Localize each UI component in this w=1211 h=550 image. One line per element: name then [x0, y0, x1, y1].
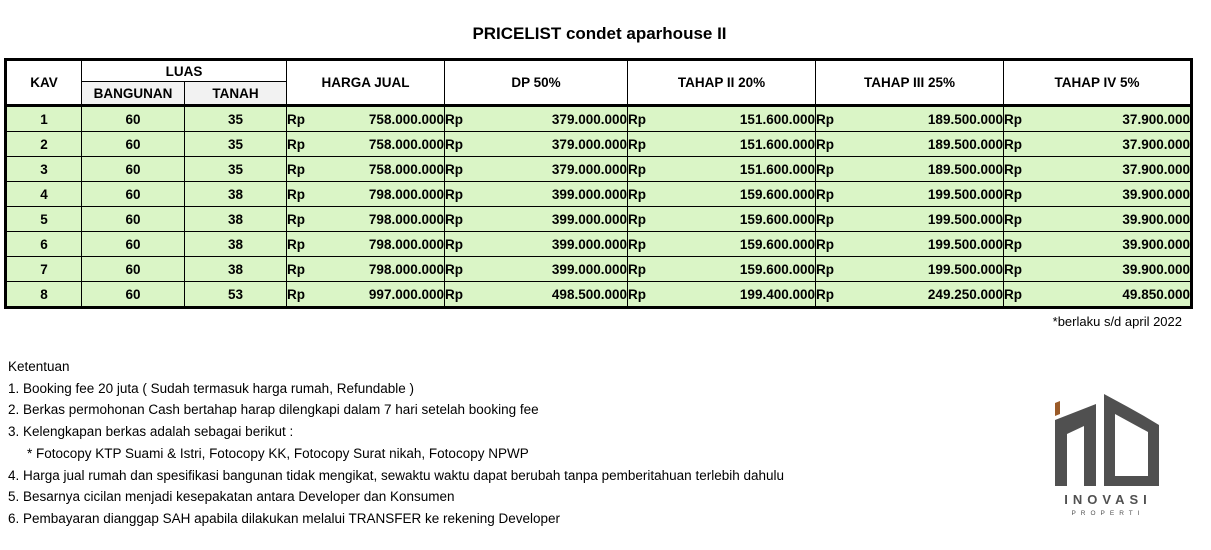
cell-bangunan: 60 — [82, 106, 185, 132]
currency-label: Rp — [816, 236, 834, 252]
amount-value: 199.500.000 — [927, 186, 1003, 202]
amount-value: 37.900.000 — [1122, 136, 1190, 152]
logo-accent-shape — [1055, 401, 1060, 416]
cell-harga — [287, 132, 445, 157]
cell-t2 — [628, 282, 816, 308]
cell-t4 — [1004, 207, 1192, 232]
amount-value: 159.600.000 — [739, 211, 815, 227]
currency-label: Rp — [287, 136, 305, 152]
amount-value: 49.850.000 — [1122, 286, 1190, 302]
cell-t2 — [628, 232, 816, 257]
terms-heading: Ketentuan — [8, 359, 70, 374]
amount-value: 399.000.000 — [551, 261, 627, 277]
currency-label: Rp — [287, 111, 305, 127]
cell-kav: 7 — [6, 257, 82, 282]
currency-label: Rp — [816, 186, 834, 202]
amount-value: 159.600.000 — [739, 186, 815, 202]
table-row — [6, 207, 1192, 232]
header-tahap-2: TAHAP II 20% — [628, 60, 816, 106]
currency-label: Rp — [628, 136, 646, 152]
currency-label: Rp — [1004, 161, 1022, 177]
cell-dp — [445, 182, 628, 207]
terms-item: 5. Besarnya cicilan menjadi kesepakatan antara Developer dan Konsumen — [8, 489, 455, 505]
header-tahap-3: TAHAP III 25% — [816, 60, 1004, 106]
cell-t4 — [1004, 182, 1192, 207]
table-row — [6, 182, 1192, 207]
terms-item: 4. Harga jual rumah dan spesifikasi bangunan tidak mengikat, sewaktu waktu dapat berubah tanpa pemberitahuan terlebih dahulu — [8, 467, 785, 483]
currency-label: Rp — [445, 261, 463, 277]
cell-bangunan: 60 — [82, 257, 185, 282]
currency-label: Rp — [816, 261, 834, 277]
amount-value: 199.500.000 — [927, 261, 1003, 277]
cell-dp — [445, 132, 628, 157]
cell-t4 — [1004, 106, 1192, 132]
amount-value: 379.000.000 — [551, 136, 627, 152]
cell-kav: 6 — [6, 232, 82, 257]
logo-d-shape — [1104, 394, 1159, 486]
cell-t3 — [816, 207, 1004, 232]
currency-label: Rp — [1004, 186, 1022, 202]
currency-label: Rp — [816, 161, 834, 177]
amount-value: 399.000.000 — [551, 236, 627, 252]
currency-label: Rp — [445, 186, 463, 202]
cell-kav: 1 — [6, 106, 82, 132]
amount-value: 399.000.000 — [551, 186, 627, 202]
cell-t3 — [816, 157, 1004, 182]
currency-label: Rp — [287, 161, 305, 177]
cell-dp — [445, 106, 628, 132]
table-row — [6, 232, 1192, 257]
logo-tagline: PROPERTI — [1071, 510, 1145, 517]
terms-item: 3. Kelengkapan berkas adalah sebagai berikut : — [8, 424, 294, 440]
cell-bangunan: 60 — [82, 132, 185, 157]
cell-kav: 2 — [6, 132, 82, 157]
amount-value: 37.900.000 — [1122, 161, 1190, 177]
currency-label: Rp — [445, 111, 463, 127]
amount-value: 159.600.000 — [739, 261, 815, 277]
amount-value: 997.000.000 — [368, 286, 444, 302]
currency-label: Rp — [1004, 286, 1022, 302]
cell-kav: 3 — [6, 157, 82, 182]
cell-harga — [287, 232, 445, 257]
amount-value: 498.500.000 — [551, 286, 627, 302]
amount-value: 249.250.000 — [927, 286, 1003, 302]
amount-value: 151.600.000 — [739, 161, 815, 177]
amount-value: 189.500.000 — [927, 161, 1003, 177]
cell-harga — [287, 157, 445, 182]
cell-t4 — [1004, 282, 1192, 308]
currency-label: Rp — [628, 111, 646, 127]
amount-value: 159.600.000 — [739, 236, 815, 252]
cell-t3 — [816, 132, 1004, 157]
currency-label: Rp — [1004, 236, 1022, 252]
currency-label: Rp — [287, 261, 305, 277]
terms-sub-item: * Fotocopy KTP Suami & Istri, Fotocopy KK, Fotocopy Surat nikah, Fotocopy NPWP — [27, 445, 529, 461]
cell-harga — [287, 257, 445, 282]
cell-t2 — [628, 132, 816, 157]
cell-dp — [445, 257, 628, 282]
amount-value: 798.000.000 — [368, 261, 444, 277]
amount-value: 199.500.000 — [927, 236, 1003, 252]
table-row — [6, 257, 1192, 282]
cell-bangunan: 60 — [82, 207, 185, 232]
cell-tanah: 35 — [185, 157, 287, 182]
inovasi-logo — [1048, 390, 1168, 520]
currency-label: Rp — [445, 211, 463, 227]
cell-t3 — [816, 106, 1004, 132]
cell-t2 — [628, 182, 816, 207]
logo-wordmark: INOVASI — [1064, 492, 1152, 507]
currency-label: Rp — [1004, 136, 1022, 152]
cell-harga — [287, 182, 445, 207]
amount-value: 798.000.000 — [368, 211, 444, 227]
cell-harga — [287, 207, 445, 232]
currency-label: Rp — [628, 161, 646, 177]
header-kav: KAV — [6, 60, 82, 106]
amount-value: 758.000.000 — [368, 111, 444, 127]
cell-bangunan: 60 — [82, 157, 185, 182]
cell-bangunan: 60 — [82, 232, 185, 257]
cell-t2 — [628, 106, 816, 132]
cell-tanah: 35 — [185, 106, 287, 132]
currency-label: Rp — [628, 211, 646, 227]
currency-label: Rp — [816, 111, 834, 127]
currency-label: Rp — [816, 211, 834, 227]
header-tanah: TANAH — [185, 82, 287, 106]
amount-value: 798.000.000 — [368, 186, 444, 202]
currency-label: Rp — [287, 286, 305, 302]
validity-note: *berlaku s/d april 2022 — [1052, 314, 1182, 329]
pricelist-table — [4, 58, 1193, 309]
amount-value: 151.600.000 — [739, 111, 815, 127]
cell-t2 — [628, 157, 816, 182]
table-row — [6, 132, 1192, 157]
cell-harga — [287, 106, 445, 132]
cell-tanah: 38 — [185, 207, 287, 232]
terms-item: 2. Berkas permohonan Cash bertahap harap dilengkapi dalam 7 hari setelah booking fee — [8, 402, 539, 418]
currency-label: Rp — [628, 186, 646, 202]
cell-t2 — [628, 207, 816, 232]
table-row — [6, 157, 1192, 182]
header-dp: DP 50% — [445, 60, 628, 106]
terms-section — [8, 356, 784, 530]
table-row — [6, 106, 1192, 132]
amount-value: 379.000.000 — [551, 111, 627, 127]
cell-t4 — [1004, 157, 1192, 182]
cell-tanah: 38 — [185, 257, 287, 282]
header-luas: LUAS — [82, 60, 287, 82]
cell-dp — [445, 207, 628, 232]
currency-label: Rp — [628, 236, 646, 252]
cell-tanah: 35 — [185, 132, 287, 157]
amount-value: 798.000.000 — [368, 236, 444, 252]
currency-label: Rp — [287, 186, 305, 202]
amount-value: 37.900.000 — [1122, 111, 1190, 127]
amount-value: 758.000.000 — [368, 136, 444, 152]
amount-value: 199.400.000 — [739, 286, 815, 302]
amount-value: 39.900.000 — [1122, 186, 1190, 202]
amount-value: 758.000.000 — [368, 161, 444, 177]
amount-value: 39.900.000 — [1122, 211, 1190, 227]
currency-label: Rp — [1004, 261, 1022, 277]
cell-t3 — [816, 182, 1004, 207]
cell-harga — [287, 282, 445, 308]
cell-dp — [445, 157, 628, 182]
currency-label: Rp — [287, 236, 305, 252]
amount-value: 39.900.000 — [1122, 236, 1190, 252]
cell-bangunan: 60 — [82, 282, 185, 308]
cell-t4 — [1004, 132, 1192, 157]
cell-t2 — [628, 257, 816, 282]
cell-kav: 5 — [6, 207, 82, 232]
logo-n-shape — [1055, 404, 1096, 486]
amount-value: 151.600.000 — [739, 136, 815, 152]
amount-value: 199.500.000 — [927, 211, 1003, 227]
cell-t3 — [816, 257, 1004, 282]
inovasi-logo-mark — [1048, 390, 1168, 520]
cell-t4 — [1004, 232, 1192, 257]
currency-label: Rp — [445, 286, 463, 302]
cell-kav: 8 — [6, 282, 82, 308]
currency-label: Rp — [816, 286, 834, 302]
currency-label: Rp — [628, 261, 646, 277]
cell-t3 — [816, 282, 1004, 308]
amount-value: 379.000.000 — [551, 161, 627, 177]
header-bangunan: BANGUNAN — [82, 82, 185, 106]
currency-label: Rp — [445, 161, 463, 177]
cell-tanah: 38 — [185, 232, 287, 257]
cell-t3 — [816, 232, 1004, 257]
currency-label: Rp — [445, 236, 463, 252]
currency-label: Rp — [445, 136, 463, 152]
header-harga-jual: HARGA JUAL — [287, 60, 445, 106]
cell-t4 — [1004, 257, 1192, 282]
page-title: PRICELIST condet aparhouse II — [472, 24, 727, 43]
cell-dp — [445, 282, 628, 308]
header-tahap-4: TAHAP IV 5% — [1004, 60, 1192, 106]
currency-label: Rp — [1004, 111, 1022, 127]
amount-value: 39.900.000 — [1122, 261, 1190, 277]
currency-label: Rp — [287, 211, 305, 227]
cell-tanah: 38 — [185, 182, 287, 207]
currency-label: Rp — [628, 286, 646, 302]
cell-tanah: 53 — [185, 282, 287, 308]
amount-value: 399.000.000 — [551, 211, 627, 227]
terms-item: 6. Pembayaran dianggap SAH apabila dilakukan melalui TRANSFER ke rekening Developer — [8, 510, 561, 526]
currency-label: Rp — [816, 136, 834, 152]
amount-value: 189.500.000 — [927, 111, 1003, 127]
currency-label: Rp — [1004, 211, 1022, 227]
cell-bangunan: 60 — [82, 182, 185, 207]
terms-item: 1. Booking fee 20 juta ( Sudah termasuk harga rumah, Refundable ) — [8, 380, 414, 396]
amount-value: 189.500.000 — [927, 136, 1003, 152]
cell-dp — [445, 232, 628, 257]
table-row — [6, 282, 1192, 308]
cell-kav: 4 — [6, 182, 82, 207]
